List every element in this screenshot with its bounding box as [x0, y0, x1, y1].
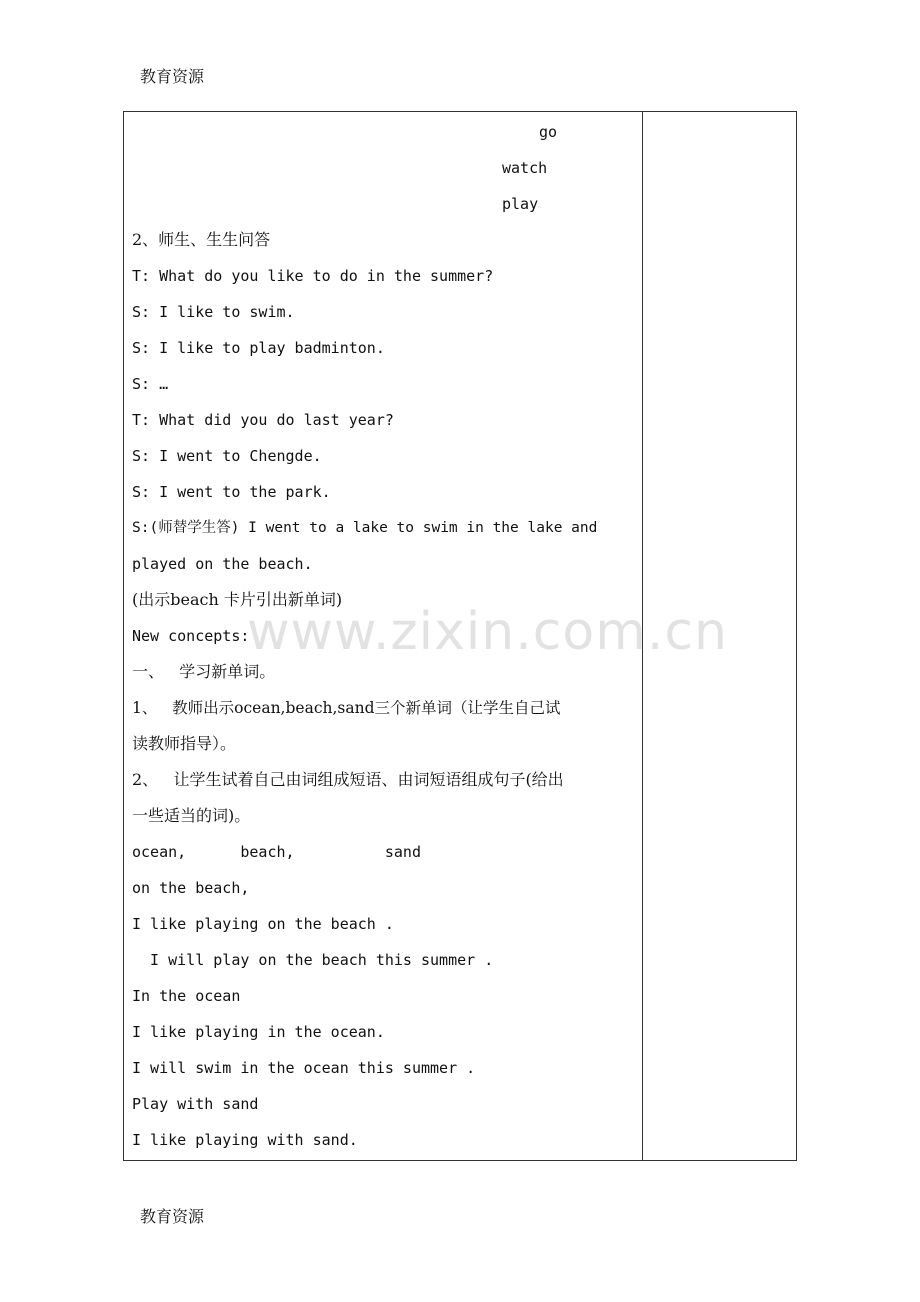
text-line: S: I went to the park. — [132, 483, 331, 501]
text-line: S: I like to swim. — [132, 303, 295, 321]
text-line: on the beach, — [132, 879, 250, 897]
text-line: S: I went to Chengde. — [132, 447, 322, 465]
text-line: I like playing in the ocean. — [132, 1023, 385, 1041]
text-line: played on the beach. — [132, 555, 313, 573]
text-line: T: What did you do last year? — [132, 411, 394, 429]
text-line: 2、师生、生生问答 — [132, 230, 271, 249]
text-line: play — [502, 195, 539, 213]
text-line: watch — [502, 159, 548, 177]
text-line: In the ocean — [132, 987, 241, 1005]
text-line: go — [539, 123, 558, 141]
page-footer: 教育资源 — [140, 1207, 205, 1226]
text-line: 1、 教师出示ocean,beach,sand三个新单词（让学生自己试 — [132, 699, 561, 717]
text-line: S: I like to play badminton. — [132, 339, 385, 357]
text-line: I will swim in the ocean this summer . — [132, 1059, 476, 1077]
text-line: S:(师替学生答) I went to a lake to swim in the lake and — [132, 520, 598, 536]
text-line: New concepts: — [132, 627, 250, 645]
text-line: (出示beach 卡片引出新单词) — [132, 590, 343, 609]
text-line: I like playing with sand. — [132, 1131, 358, 1149]
page-header: 教育资源 — [140, 67, 205, 86]
text-line: 2、 让学生试着自己由词组成短语、由词短语组成句子(给出 — [132, 770, 564, 789]
text-line: I will play on the beach this summer . — [132, 951, 494, 969]
watermark: www.zixin.com.cn — [247, 602, 728, 662]
text-line: 读教师指导）。 — [132, 734, 237, 753]
text-line: 一些适当的词)。 — [132, 806, 251, 825]
text-line: Play with sand — [132, 1095, 259, 1113]
text-line: ocean, beach, sand — [132, 843, 421, 861]
text-line: S: … — [132, 375, 169, 393]
text-line: I like playing on the beach . — [132, 915, 394, 933]
text-line: T: What do you like to do in the summer? — [132, 267, 494, 285]
text-line: 一、 学习新单词。 — [132, 662, 276, 681]
